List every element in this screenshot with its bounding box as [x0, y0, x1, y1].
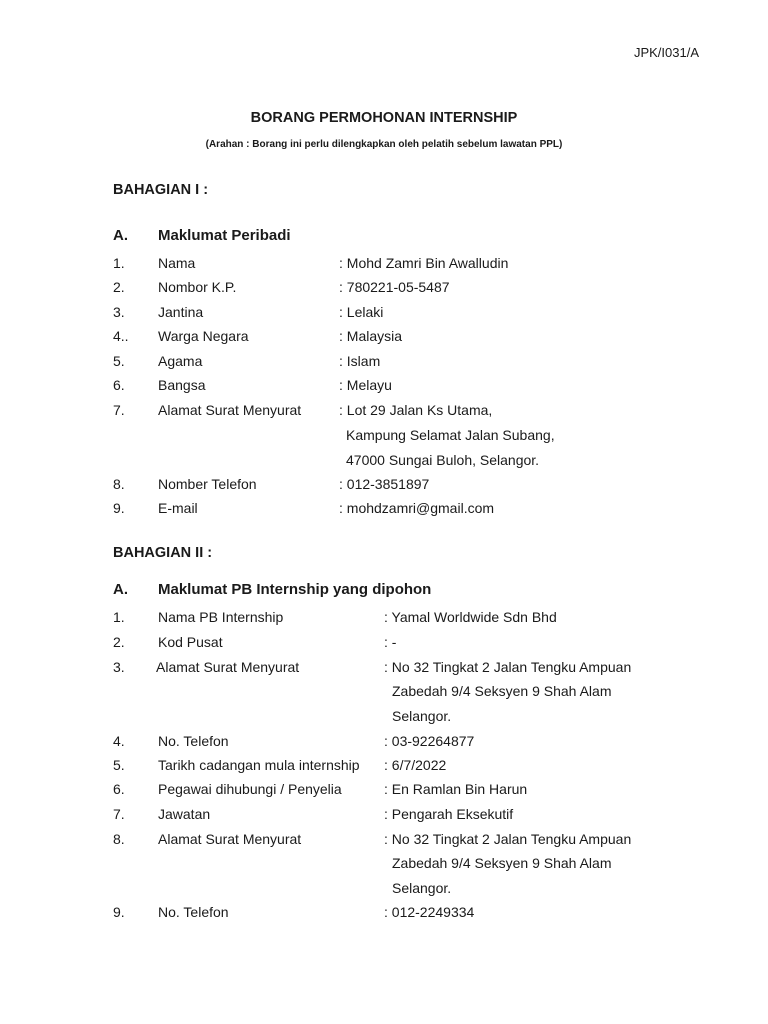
row-label: Bangsa	[158, 377, 206, 393]
row-value: : Melayu	[339, 377, 392, 393]
row-value: : Mohd Zamri Bin Awalludin	[339, 255, 509, 271]
form-instruction: (Arahan : Borang ini perlu dilengkapkan oleh pelatih sebelum lawatan PPL)	[205, 139, 563, 150]
company-address-line-3: Selangor.	[392, 708, 452, 724]
part2-section-letter: A.	[113, 581, 128, 598]
row-value: : 780221-05-5487	[339, 279, 450, 295]
row-number: 4..	[113, 328, 129, 344]
row-label: Nombor K.P.	[158, 279, 237, 295]
row-label: Nama PB Internship	[158, 609, 284, 625]
address-line-3: 47000 Sungai Buloh, Selangor.	[346, 452, 540, 468]
row-label: Jantina	[158, 304, 204, 320]
form-title: BORANG PERMOHONAN INTERNSHIP	[250, 110, 518, 126]
row-label: Tarikh cadangan mula internship	[158, 757, 360, 773]
row-number: 1.	[113, 255, 125, 271]
supervisor-address-line-3: Selangor.	[392, 880, 452, 896]
row-number: 2.	[113, 634, 125, 650]
row-value: : No 32 Tingkat 2 Jalan Tengku Ampuan	[384, 659, 632, 675]
row-number: 7.	[113, 806, 125, 822]
row-number: 1.	[113, 609, 125, 625]
part1-section-title: Maklumat Peribadi	[158, 227, 291, 244]
row-number: 6.	[113, 781, 125, 797]
row-number: 9.	[113, 904, 125, 920]
row-label: Alamat Surat Menyurat	[158, 402, 302, 418]
row-label: E-mail	[158, 500, 198, 516]
row-label: Nama	[158, 255, 196, 271]
row-value: : -	[384, 634, 397, 650]
row-number: 5.	[113, 353, 125, 369]
row-number: 8.	[113, 831, 125, 847]
row-number: 8.	[113, 476, 125, 492]
row-value: : 012-2249334	[384, 904, 475, 920]
row-label: Jawatan	[158, 806, 211, 822]
form-code: JPK/I031/A	[633, 45, 699, 60]
row-value: : Lelaki	[339, 304, 384, 320]
row-number: 9.	[113, 500, 125, 516]
row-value: : 012-3851897	[339, 476, 430, 492]
row-number: 2.	[113, 279, 125, 295]
row-label: Kod Pusat	[158, 634, 223, 650]
company-address-line-2: Zabedah 9/4 Seksyen 9 Shah Alam	[392, 683, 612, 699]
row-value: : Islam	[339, 353, 381, 369]
row-label: Nomber Telefon	[158, 476, 257, 492]
row-value: : Pengarah Eksekutif	[384, 806, 514, 822]
row-label: Pegawai dihubungi / Penyelia	[158, 781, 342, 797]
row-value: : Lot 29 Jalan Ks Utama,	[339, 402, 493, 418]
row-value: : Yamal Worldwide Sdn Bhd	[384, 609, 557, 625]
part1-heading: BAHAGIAN I :	[113, 182, 209, 198]
row-value: : 6/7/2022	[384, 757, 447, 773]
row-value: : mohdzamri@gmail.com	[339, 500, 495, 516]
row-label: Agama	[158, 353, 203, 369]
row-label: Alamat Surat Menyurat	[158, 831, 302, 847]
row-number: 3.	[113, 659, 125, 675]
row-number: 3.	[113, 304, 125, 320]
row-value: : 03-92264877	[384, 733, 475, 749]
row-number: 4.	[113, 733, 125, 749]
row-value: : No 32 Tingkat 2 Jalan Tengku Ampuan	[384, 831, 632, 847]
row-value: : Malaysia	[339, 328, 403, 344]
part2-heading: BAHAGIAN II :	[113, 545, 213, 561]
row-label: No. Telefon	[158, 733, 229, 749]
row-value: : En Ramlan Bin Harun	[384, 781, 528, 797]
row-label: Warga Negara	[158, 328, 249, 344]
row-label: Alamat Surat Menyurat	[156, 659, 300, 675]
row-label: No. Telefon	[158, 904, 229, 920]
supervisor-address-line-2: Zabedah 9/4 Seksyen 9 Shah Alam	[392, 855, 612, 871]
row-number: 5.	[113, 757, 125, 773]
row-number: 7.	[113, 402, 125, 418]
row-number: 6.	[113, 377, 125, 393]
part1-section-letter: A.	[113, 227, 128, 244]
address-line-2: Kampung Selamat Jalan Subang,	[346, 427, 555, 443]
part2-section-title: Maklumat PB Internship yang dipohon	[158, 581, 432, 598]
